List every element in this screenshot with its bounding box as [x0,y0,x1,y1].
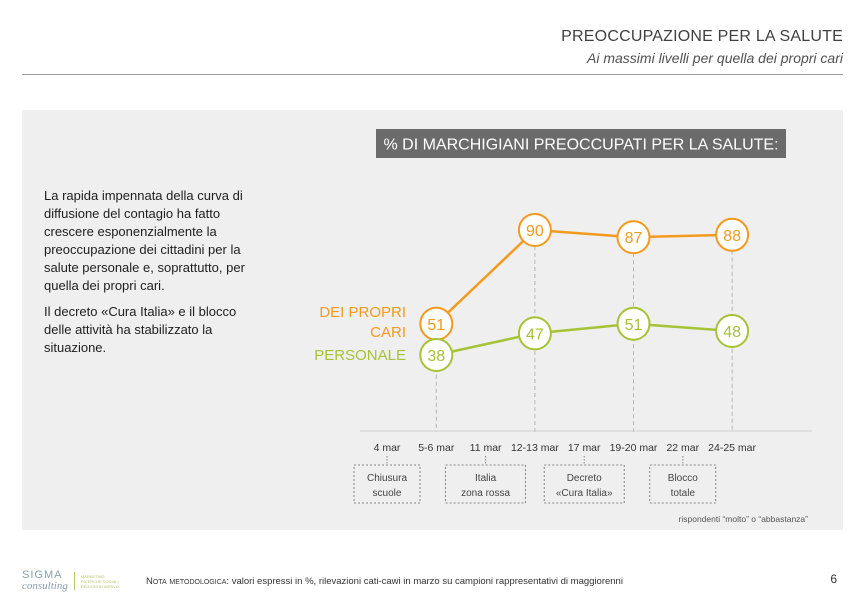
x-tick-label: 5-6 mar [418,442,455,454]
event-label: Decreto [566,473,602,484]
data-label: 87 [624,230,643,248]
x-tick-label: 12-13 mar [510,442,559,454]
series-name-label: PERSONALE [314,347,406,364]
commentary-paragraph-1: La rapida impennata della curva di diffusione del contagio ha fatto crescere esponenzialmente la preoccupazione dei cittadini per la salute personale e, soprattutto, per quella dei propri cari. [44,188,245,293]
page-title: PREOCCUPAZIONE PER LA SALUTE [561,28,843,45]
logo-text-line2: consulting [22,580,68,592]
logo-tagline-3: REGIONI IN ARRIVO [80,583,120,589]
logo-text-line1: SIGMA [22,569,63,581]
x-tick-label: 24-25 mar [708,442,757,454]
event-label: Italia [475,473,497,484]
data-label: 51 [427,316,446,334]
event-label: «Cura Italia» [555,488,613,499]
event-label: Chiusura [366,473,408,484]
data-label: 38 [427,348,446,365]
logo-separator [74,572,75,590]
data-label: 51 [624,316,643,334]
data-label: 90 [526,223,544,240]
methodology-note-text: valori espressi in %, rilevazioni cati-cawi in marzo su campioni rappresentativi di maggiorenni [229,576,623,587]
methodology-note [146,576,623,587]
series-line [436,230,732,324]
respondents-note: rispondenti “molto” o “abbastanza” [678,514,808,524]
data-label: 48 [723,323,741,341]
series-name-label: CARI [370,323,406,341]
page-subtitle: Ai massimi livelli per quella dei propri cari [587,50,843,66]
series-name-label: DEI PROPRI [319,303,406,321]
methodology-note-label: Nota metodologica: [146,576,230,587]
data-label: 88 [723,227,741,245]
logo-tagline-1: MARKETING [80,573,105,579]
commentary-paragraph-2: Il decreto «Cura Italia» e il blocco delle attività ha stabilizzato la situazione. [44,304,237,355]
event-label: totale [670,488,696,499]
x-tick-label: 11 mar [469,442,502,454]
event-label: Blocco [667,473,698,484]
x-tick-label: 22 mar [666,442,700,454]
event-label: zona rossa [461,488,511,499]
event-label: scuole [372,488,402,499]
chart-title: % DI MARCHIGIANI PREOCCUPATI PER LA SALUTE: [383,136,779,154]
company-logo [22,570,119,592]
x-tick-label: 17 mar [567,442,601,454]
page-number: 6 [830,572,837,586]
series-line [436,324,732,355]
logo-tagline-2: RICERCHE SOCIALI [80,578,119,584]
x-tick-label: 4 mar [373,442,401,454]
x-tick-label: 19-20 mar [609,442,658,454]
data-label: 47 [526,326,544,344]
